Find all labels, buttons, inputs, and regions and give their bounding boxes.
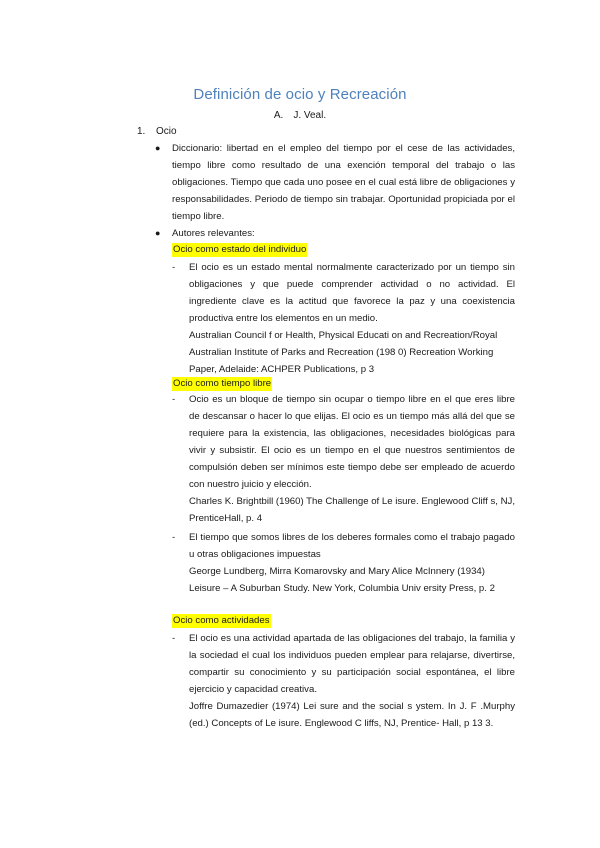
dash-marker: -: [172, 394, 176, 405]
bullet-text: Diccionario: libertad en el empleo del tiempo por el cese de las actividades, tiempo libre como resultado de una exención temporal del trabajo o las obligaciones. Tiempo que cada uno posee en el cual está libre de obligaciones y responsabilidades. Periodo de tiempo sin trabajar. Oportunidad propiciada por el tiempo libre.: [172, 143, 515, 222]
citation: Australian Council f or Health, Physical Educati on and Recreation/Royal Australian Institute of Parks and Recreation (198 0) Recreation Working Paper, Adelaide: ACHPER Publications, p 3: [189, 330, 498, 375]
dash-marker: -: [172, 262, 176, 273]
citation: Joffre Dumazedier (1974) Lei sure and the social s ystem. In J. F .Murphy (ed.) Concepts of Le isure. Englewood C liffs, NJ, Prentice- Hall, p 13 3.: [189, 701, 515, 729]
bullet-marker: ●: [155, 143, 161, 153]
section-heading: [137, 126, 177, 137]
bullet-marker: ●: [155, 228, 161, 238]
highlighted-subheading: Ocio como tiempo libre: [173, 378, 272, 389]
dash-marker: -: [172, 633, 176, 644]
bullet-text: Autores relevantes:: [172, 228, 255, 239]
highlighted-subheading: Ocio como actividades: [173, 615, 270, 626]
definition-text: El ocio es un estado mental normalmente caracterizado por un tiempo sin obligaciones y que puede comprender actividad o no actividad. El ingrediente clave es la actitud que favorece la paz y una coexistencia productiva entre los elementos en un medio.: [189, 262, 515, 324]
highlighted-subheading: Ocio como estado del individuo: [173, 244, 307, 255]
definition-text: El tiempo que somos libres de los deberes formales como el trabajo pagado u otras obligaciones impuestas: [189, 532, 515, 560]
definition-item: [172, 529, 515, 563]
document-title: Definición de ocio y Recreación: [193, 86, 407, 103]
citation: Charles K. Brightbill (1960) The Challenge of Le isure. Englewood Cliff s, NJ, PrenticeHall, p. 4: [189, 496, 515, 524]
bullet-authors: [155, 225, 515, 242]
definition-item: [172, 259, 515, 327]
dash-marker: -: [172, 532, 176, 543]
section-number: 1.: [137, 126, 146, 137]
author-list-marker: A.: [273, 110, 284, 121]
section-label: Ocio: [156, 126, 177, 137]
definition-item: [172, 630, 515, 698]
definition-text: Ocio es un bloque de tiempo sin ocupar o tiempo libre en el que eres libre de descansar o hacer lo que elijas. El ocio es un tiempo más allá del que se requiere para la existencia, las obligaciones, necesidades biológicas para vivir y subsistir. El ocio es un tiempo en el que nuestros sentimientos de compulsión deben ser mínimos este tiempo debe ser empleado de acuerdo con nuestro juicio y elección.: [189, 394, 515, 490]
author-line: [0, 110, 600, 121]
definition-text: El ocio es una actividad apartada de las obligaciones del trabajo, la familia y la sociedad el cual los individuos pueden emplear para relajarse, divertirse, compartir su conocimiento y su participación social espontánea, el libre ejercicio y capacidad creativa.: [189, 633, 515, 695]
bullet-dictionary: [155, 140, 515, 225]
author-name: J. Veal.: [293, 110, 327, 121]
definition-item: [172, 391, 515, 493]
citation: George Lundberg, Mirra Komarovsky and Mary Alice McInnery (1934) Leisure – A Suburban Study. New York, Columbia Univ ersity Press, p. 2: [189, 566, 495, 594]
